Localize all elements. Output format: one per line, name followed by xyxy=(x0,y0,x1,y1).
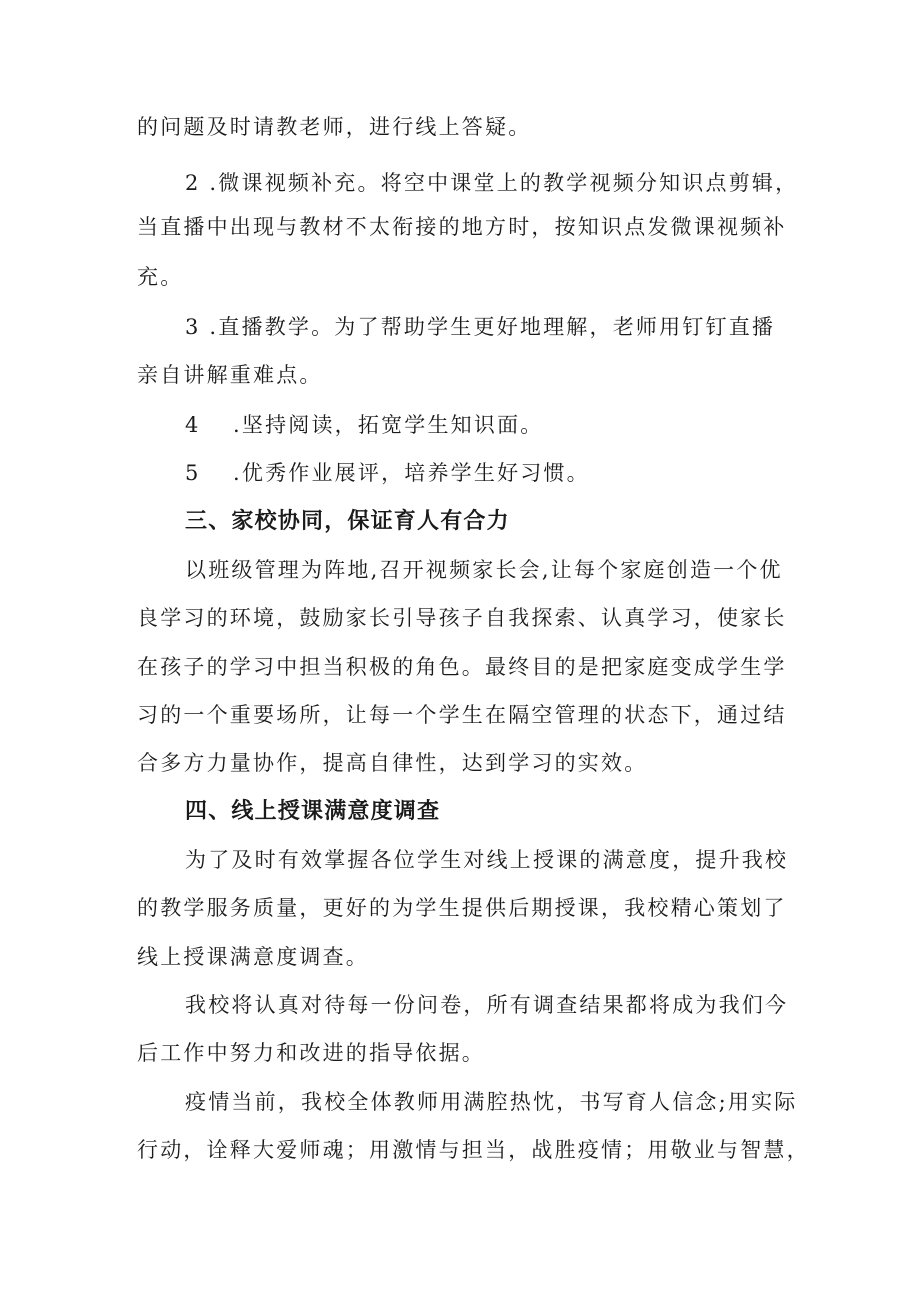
paragraph-line: 的教学服务质量，更好的为学生提供后期授课，我校精心策划了 xyxy=(137,896,787,920)
paragraph-line: 为了及时有效掌握各位学生对线上授课的满意度，提升我校 xyxy=(185,848,789,872)
paragraph-line: 良学习的环境，鼓励家长引导孩子自我探索、认真学习，使家长 xyxy=(137,606,787,630)
list-number: 4 xyxy=(185,413,201,437)
list-item-3: 3 .直播教学。为了帮助学生更好地理解，老师用钉钉直播 xyxy=(185,315,776,339)
paragraph-line: 后工作中努力和改进的指导依据。 xyxy=(137,1041,485,1065)
list-item-text: .优秀作业展评，培养学生好习惯。 xyxy=(233,461,590,485)
paragraph-line: 习的一个重要场所，让每一个学生在隔空管理的状态下，通过结 xyxy=(137,703,787,727)
paragraph-line: 我校将认真对待每一份问卷，所有调查结果都将成为我们今 xyxy=(185,993,789,1017)
paragraph-line: 疫情当前，我校全体教师用满腔热忱，书写育人信念;用实际 xyxy=(185,1090,798,1114)
paragraph-line: 以班级管理为阵地,召开视频家长会,让每个家庭创造一个优 xyxy=(185,558,783,582)
paragraph-line: 当直播中出现与教材不太衔接的地方时，按知识点发微课视频补 xyxy=(137,215,787,239)
paragraph-line: 合多方力量协作，提高自律性，达到学习的实效。 xyxy=(137,751,648,775)
list-item-5 xyxy=(185,458,845,488)
list-number: 5 xyxy=(185,461,201,485)
paragraph-line: 亲自讲解重难点。 xyxy=(137,363,323,387)
section-heading-3: 三、家校协同，保证育人有合力 xyxy=(185,509,510,534)
list-item-2: 2 .微课视频补充。将空中课堂上的教学视频分知识点剪辑， xyxy=(185,171,799,195)
paragraph-line: 线上授课满意度调查。 xyxy=(137,945,369,969)
paragraph-line: 在孩子的学习中担当积极的角色。最终目的是把家庭变成学生学 xyxy=(137,655,787,679)
list-item-4 xyxy=(185,410,845,440)
section-heading-4: 四、线上授课满意度调查 xyxy=(185,799,441,824)
paragraph-line: 充。 xyxy=(137,265,184,289)
list-item-text: .坚持阅读，拓宽学生知识面。 xyxy=(233,413,544,437)
paragraph-line: 行动，诠释大爱师魂；用激情与担当，战胜疫情；用敬业与智慧， xyxy=(137,1138,810,1162)
paragraph-line: 的问题及时请教老师，进行线上答疑。 xyxy=(137,115,532,139)
